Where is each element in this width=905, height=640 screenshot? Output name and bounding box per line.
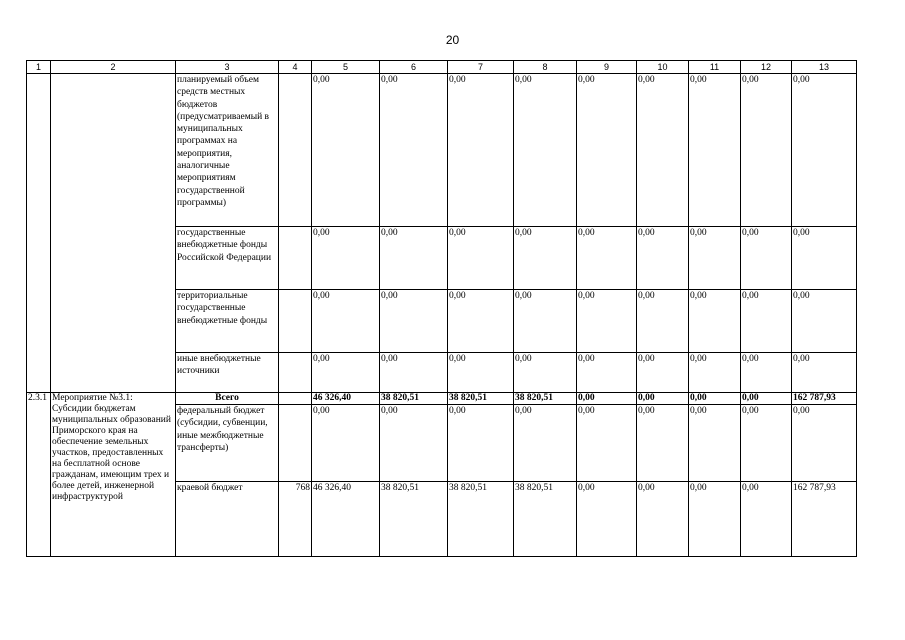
header-cell: 4 [279,61,312,74]
value-cell: 0,00 [514,405,577,482]
header-cell: 1 [27,61,51,74]
value-cell: 0,00 [380,74,448,227]
total-row [27,393,857,405]
value-cell: 0,00 [312,290,380,353]
code-cell: 768 [279,482,312,557]
value-cell: 0,00 [637,482,689,557]
row-number-cell [27,74,51,393]
value-cell: 0,00 [741,353,792,393]
value-cell: 38 820,51 [514,393,577,405]
code-cell [279,290,312,353]
value-cell: 0,00 [312,74,380,227]
header-cell: 2 [51,61,176,74]
value-cell: 0,00 [741,74,792,227]
value-cell: 0,00 [792,290,857,353]
value-cell: 0,00 [792,227,857,290]
header-row [27,61,857,74]
measure-name-cell [51,74,176,393]
measure-name-cell: Мероприятие №3.1: Субсидии бюджетам муниципальных образований Приморского края на обеспечение земельных участков, предоставленных на бесплатной основе гражданам, имеющим трех и более детей, инженерной инфраструктурой [51,393,176,557]
value-cell: 38 820,51 [514,482,577,557]
value-cell: 0,00 [312,227,380,290]
value-cell: 0,00 [448,227,514,290]
value-cell: 0,00 [689,74,741,227]
value-cell: 0,00 [380,353,448,393]
value-cell: 38 820,51 [448,482,514,557]
source-cell: планируемый объем средств местных бюджетов (предусматриваемый в муниципальных программах на мероприятия, аналогичные мероприятиям государственной программы) [176,74,279,227]
source-cell: территориальные государственные внебюджетные фонды [176,290,279,353]
value-cell: 0,00 [312,353,380,393]
source-cell: иные внебюджетные источники [176,353,279,393]
value-cell: 0,00 [637,353,689,393]
source-cell: Всего [176,393,279,405]
header-cell: 10 [637,61,689,74]
value-cell: 0,00 [741,482,792,557]
value-cell: 0,00 [577,393,637,405]
value-cell: 0,00 [380,405,448,482]
value-cell: 0,00 [312,405,380,482]
value-cell: 0,00 [689,353,741,393]
value-cell: 0,00 [448,74,514,227]
value-cell: 0,00 [689,290,741,353]
code-cell [279,74,312,227]
value-cell: 38 820,51 [448,393,514,405]
value-cell: 0,00 [741,405,792,482]
header-cell: 3 [176,61,279,74]
value-cell: 0,00 [741,290,792,353]
value-cell: 0,00 [577,482,637,557]
value-cell: 0,00 [637,393,689,405]
value-cell: 0,00 [448,290,514,353]
value-cell: 0,00 [514,290,577,353]
code-cell [279,227,312,290]
source-cell: федеральный бюджет (субсидии, субвенции, иные межбюджетные трансферты) [176,405,279,482]
source-cell: краевой бюджет [176,482,279,557]
value-cell: 0,00 [637,290,689,353]
value-cell: 0,00 [577,74,637,227]
code-cell [279,393,312,405]
value-cell: 0,00 [380,227,448,290]
value-cell: 0,00 [637,405,689,482]
header-cell: 6 [380,61,448,74]
value-cell: 0,00 [448,405,514,482]
value-cell: 0,00 [689,405,741,482]
value-cell: 38 820,51 [380,393,448,405]
value-cell: 0,00 [741,393,792,405]
header-cell: 12 [741,61,792,74]
code-cell [279,405,312,482]
value-cell: 0,00 [380,290,448,353]
page-number: 20 [445,33,460,47]
value-cell: 0,00 [577,227,637,290]
value-cell: 0,00 [577,405,637,482]
header-cell: 8 [514,61,577,74]
value-cell: 46 326,40 [312,393,380,405]
value-cell: 0,00 [792,74,857,227]
code-cell [279,353,312,393]
value-cell: 0,00 [514,353,577,393]
value-cell: 0,00 [577,290,637,353]
value-cell: 0,00 [689,393,741,405]
table-row [27,74,857,227]
value-cell: 0,00 [514,74,577,227]
value-cell: 0,00 [792,353,857,393]
value-cell: 162 787,93 [792,482,857,557]
header-cell: 5 [312,61,380,74]
value-cell: 0,00 [689,227,741,290]
value-cell: 0,00 [637,227,689,290]
value-cell: 46 326,40 [312,482,380,557]
header-cell: 13 [792,61,857,74]
value-cell: 0,00 [514,227,577,290]
budget-table [26,60,857,557]
value-cell: 0,00 [637,74,689,227]
header-cell: 9 [577,61,637,74]
value-cell: 162 787,93 [792,393,857,405]
value-cell: 0,00 [792,405,857,482]
header-cell: 11 [689,61,741,74]
value-cell: 0,00 [689,482,741,557]
row-number-cell: 2.3.1 [27,393,51,557]
value-cell: 0,00 [577,353,637,393]
header-cell: 7 [448,61,514,74]
source-cell: государственные внебюджетные фонды Российской Федерации [176,227,279,290]
value-cell: 0,00 [448,353,514,393]
value-cell: 0,00 [741,227,792,290]
value-cell: 38 820,51 [380,482,448,557]
